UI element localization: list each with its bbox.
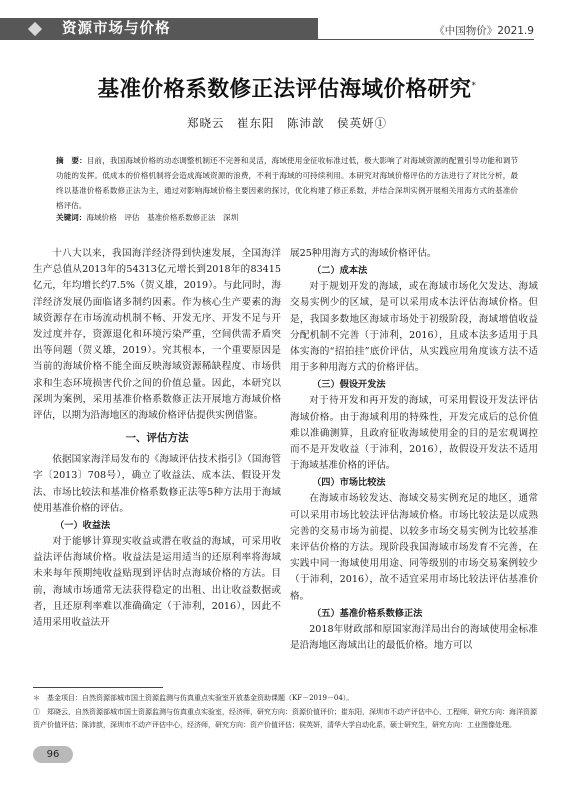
journal-issue: 《中国物价》2021.9: [434, 25, 534, 37]
header-rule: [318, 39, 534, 40]
page-number: 96: [33, 746, 73, 763]
abstract-text: 目前，我国海域价格的动态调整机制还不完善和灵活，海域使用金征收标准过低，极大影响了对海域资源的配置引导功能和调节功能的发挥。低成本的价格机制将会造成海域资源的浪费，不利于海域的可持续利用。本研究对海域价格评估的方法进行了对比分析，最终以基准价格系数修正法为主，通过对影响海域价格主要因素的探讨，优化构建了修正系数，并结合深圳实例开展相关用海方式的基准价格评估。: [56, 156, 518, 210]
paragraph: 展25种用海方式的海域价格评估。: [290, 248, 437, 259]
title-text: 基准价格系数修正法评估海域价格研究: [97, 77, 472, 102]
title-footnote-mark: *: [471, 80, 477, 91]
abstract-label: 摘 要：: [56, 156, 87, 165]
paragraph: 2018年财政部和原国家海洋局出台的海域使用金标准是沿海地区海域出让的最低价格。地方可以: [290, 623, 538, 652]
keywords-text: 海域价格 评估 基准价格系数修正法 深圳: [86, 213, 239, 222]
paragraph: 在海域市场较发达、海域交易实例充足的地区，通常可以采用市场比较法评估海域价格。市场比较法是以成熟完善的交易市场为前提、以较多市场交易实例为比较基准来评估价格的方法。现阶段我国海域市场发育不完善，在实践中同一海域使用用途、同等级别的市场交易案例较少（于沛利，2016），故不适宜采用市场比较法评估基准价格。: [290, 493, 538, 602]
article-title: [0, 72, 574, 103]
section-header-bar: [0, 18, 318, 40]
subsection-heading: （二）成本法: [312, 265, 368, 277]
fund-footnote: ＊ 基金项目：自然资源部城市国土资源监测与仿真重点实验室开放基金资助课题（KF－2019－04）。: [33, 694, 354, 702]
right-column: [290, 246, 538, 654]
paragraph: 依据国家海洋局发布的《海域评估技术指引》（国海管字〔2013〕708号），确立了收益法、成本法、假设开发法、市场比较法和基准价格系数修正法等5种方法用于海域使用基准价格的评估。: [33, 454, 281, 514]
diamond-icon: [28, 22, 42, 36]
author-footnote: ① 郑晓云，自然资源部城市国土资源监测与仿真重点实验室，经济师，研究方向：资源价值评价；崔东阳，深圳市不动产评估中心，工程师，研究方向：海洋资源资产价值评估；陈沛歆，深圳市不动产评估中心，经济师，研究方向：资产价值评估；侯英妍，清华大学自动化系，硕士研究生，研究方向：工业图像处理。: [33, 707, 537, 729]
paragraph: 十八大以来，我国海洋经济得到快速发展，全国海洋生产总值从2013年的54313亿元增长到2018年的83415亿元，年均增长约7.5%（贺义雄，2019）。与此同时，海洋经济发展仍面临诸多制约因素。作为核心生产要素的海域资源存在市场流动机制不畅、开发无序、开发不足与开发过度并存，资源退化和环境污染严重，空间供需矛盾突出等问题（贺义雄，2019）。究其根本，一个重要原因是当前的海域价格不能全面反映海域资源稀缺程度、市场供求和生态环境损害代价之间的价值总量。因此，本研究以深圳为案例，采用基准价格系数修正法开展地方海域价格评估，以期为沿海地区的海域价格评估提供实例借鉴。: [33, 248, 281, 422]
subsection-heading: （四）市场比较法: [312, 477, 386, 489]
left-column: [33, 246, 281, 631]
keywords-label: 关键词：: [56, 213, 87, 222]
subsection-heading: （一）收益法: [55, 520, 111, 532]
keywords: [56, 212, 518, 223]
footnotes: [33, 692, 541, 733]
paragraph: 对于待开发和再开发的海域，可采用假设开发法评估海域价格。由于海域利用的特殊性，开发完成后的总价值难以准确测算，且政府征收海域使用金的目的是宏观调控而不是开发收益（于沛利，2016），故假设开发法不适用于海域基准价格的评估。: [290, 395, 538, 472]
paragraph: 对于规划开发的海域，或在海域市场化欠发达、海域交易实例少的区域，是可以采用成本法评估海域价格。但是，我国多数地区海域市场处于初级阶段，海域增值收益分配机制不完善（于沛利，2016），且成本法多适用于具体实海的“招拍挂”底价评估，从实践应用角度该方法不适用于多种用海方式的价格评估。: [290, 281, 538, 374]
footnote-divider: [33, 687, 163, 688]
subsection-heading: （五）基准价格系数修正法: [312, 607, 423, 619]
paragraph: 对于能够计算现实收益或潜在收益的海域，可采用收益法评估海域价格。收益法是运用适当的还原利率将海域未来每年预期纯收益贴现到评估时点海域价格的方法。目前，海域市场通常无法获得稳定的出租、出让收益数据或者，且还原利率难以准确确定（于沛利，2016），因此不适用采用收益法开: [33, 536, 281, 629]
author-list: 郑晓云 崔东阳 陈沛歆 侯英妍①: [187, 116, 387, 130]
abstract: [56, 153, 518, 213]
section-name: 资源市场与价格: [62, 21, 171, 37]
subsection-heading: （三）假设开发法: [312, 379, 386, 391]
section-heading: 一、评估方法: [125, 432, 189, 445]
